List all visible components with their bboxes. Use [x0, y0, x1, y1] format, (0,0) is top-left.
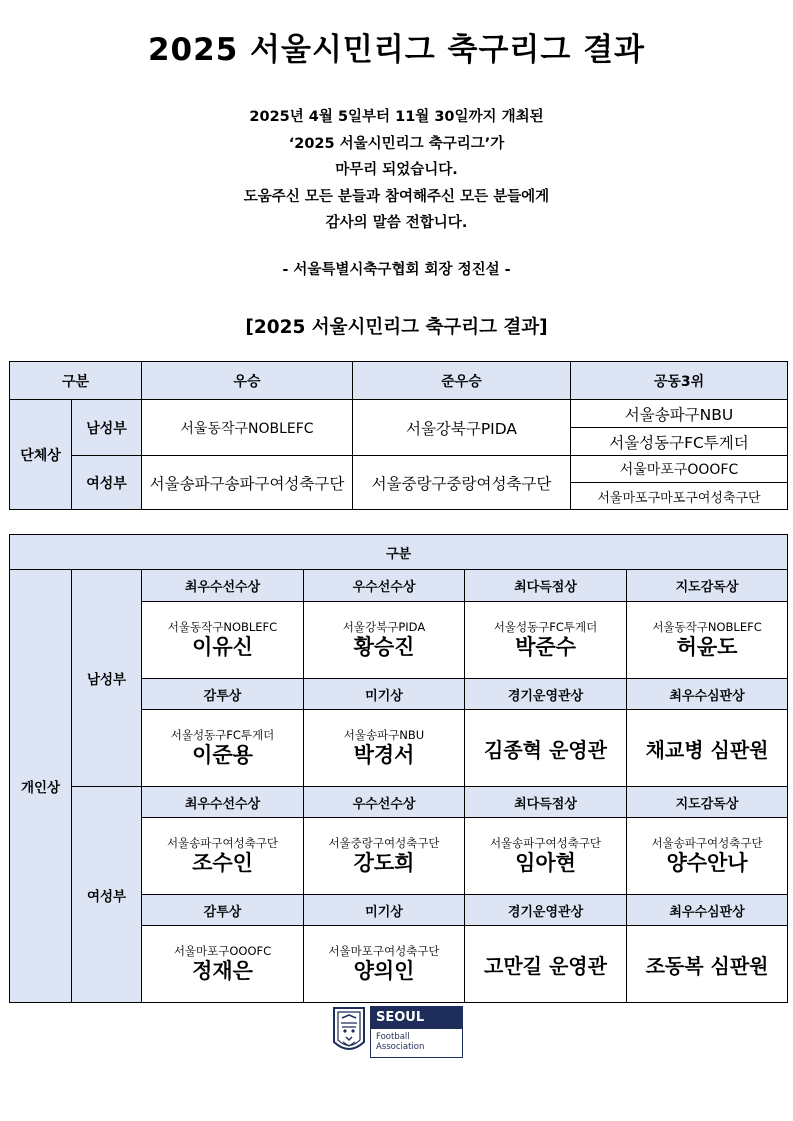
results-heading: [2025 서울시민리그 축구리그 결과] [245, 317, 548, 338]
winner-name: 양의인 [353, 959, 415, 983]
award-winner [627, 602, 788, 679]
women-second: 서울중랑구중랑여성축구단 [353, 456, 571, 510]
award-winner [304, 602, 465, 679]
winner-team: 서울중랑구여성축구단 [328, 836, 440, 850]
award-name: 최다득점상 [465, 570, 627, 602]
header-second: 준우승 [353, 362, 571, 400]
award-name: 최우수심판상 [627, 895, 788, 926]
award-name: 미기상 [304, 679, 465, 710]
tiger-emblem-icon [332, 1006, 366, 1058]
winner-name: 조수인 [192, 851, 253, 875]
award-name: 우수선수상 [304, 787, 465, 818]
header-third: 공동3위 [571, 362, 788, 400]
winner-name: 채교병 심판원 [645, 737, 769, 762]
award-name: 최우수심판상 [627, 679, 788, 710]
winner-name: 김종혁 운영관 [484, 737, 607, 762]
award-winner [142, 926, 304, 1003]
award-winner [304, 926, 465, 1003]
message-line: 감사의 말씀 전합니다. [325, 215, 468, 231]
award-winner [465, 818, 627, 895]
women-first: 서울송파구송파구여성축구단 [142, 456, 353, 510]
division-women: 여성부 [72, 456, 142, 510]
message-line: 2025년 4월 5일부터 11월 30일까지 개최된 [249, 109, 544, 125]
winner-team: 서울마포구여성축구단 [328, 944, 440, 958]
division-men: 남성부 [72, 400, 142, 456]
award-winner [142, 710, 304, 787]
award-winner [627, 926, 788, 1003]
award-name: 경기운영관상 [465, 895, 627, 926]
winner-name: 조동복 심판원 [645, 953, 769, 978]
winner-name: 양수안나 [666, 851, 748, 875]
seoul-football-association-logo [332, 1006, 463, 1058]
logo-wordmark [370, 1006, 463, 1058]
winner-name: 황승진 [353, 635, 415, 659]
women-third-2: 서울마포구마포구여성축구단 [571, 483, 788, 510]
men-third-1: 서울송파구NBU [571, 400, 788, 428]
winner-team: 서울송파구여성축구단 [166, 836, 279, 850]
winner-name: 이유신 [192, 635, 253, 659]
header-category: 구분 [10, 362, 142, 400]
greeting-message [0, 104, 793, 237]
award-winner [465, 602, 627, 679]
winner-team: 서울성동구FC투게더 [170, 728, 275, 742]
award-winner [465, 710, 627, 787]
group-label-individual: 개인상 [10, 570, 72, 1003]
winner-name: 허윤도 [676, 635, 738, 659]
winner-name: 박준수 [515, 635, 576, 659]
award-name: 경기운영관상 [465, 679, 627, 710]
message-line: ‘2025 서울시민리그 축구리그’가 [288, 135, 505, 152]
award-winner [304, 818, 465, 895]
winner-name: 박경서 [353, 743, 415, 767]
team-awards-table [9, 361, 788, 510]
award-name: 지도감독상 [627, 787, 788, 818]
individual-awards-table [9, 534, 788, 1003]
logo-seoul: SEOUL [371, 1007, 462, 1029]
award-name: 최우수선수상 [142, 570, 304, 602]
winner-team: 서울동작구NOBLEFC [167, 620, 278, 634]
women-third-1: 서울마포구OOOFC [571, 456, 788, 483]
award-name: 감투상 [142, 895, 304, 926]
award-winner [142, 602, 304, 679]
winner-team: 서울강북구PIDA [342, 620, 426, 634]
logo-football: Football [376, 1032, 410, 1042]
award-winner [465, 926, 627, 1003]
winner-team: 서울성동구FC투게더 [493, 620, 598, 634]
winner-name: 임아현 [515, 851, 576, 875]
signature: - 서울특별시축구협회 회장 정진설 - [282, 262, 511, 278]
header-category: 구분 [10, 535, 788, 570]
award-winner [304, 710, 465, 787]
winner-name: 고만길 운영관 [484, 953, 607, 978]
award-name: 감투상 [142, 679, 304, 710]
winner-name: 정재은 [192, 959, 253, 983]
award-name: 지도감독상 [627, 570, 788, 602]
winner-team: 서울송파구여성축구단 [651, 836, 763, 850]
award-winner [142, 818, 304, 895]
award-name: 미기상 [304, 895, 465, 926]
page-title: 2025 서울시민리그 축구리그 결과 [147, 32, 645, 68]
award-name: 최다득점상 [465, 787, 627, 818]
winner-team: 서울마포구OOOFC [173, 944, 272, 958]
men-second: 서울강북구PIDA [353, 400, 571, 456]
group-label-team: 단체상 [10, 400, 72, 510]
winner-name: 강도희 [353, 851, 415, 875]
winner-team: 서울동작구NOBLEFC [652, 620, 762, 634]
award-name: 우수선수상 [304, 570, 465, 602]
award-name: 최우수선수상 [142, 787, 304, 818]
winner-team: 서울송파구NBU [343, 728, 425, 742]
men-first: 서울동작구NOBLEFC [142, 400, 353, 456]
winner-team: 서울송파구여성축구단 [489, 836, 602, 850]
award-winner [627, 818, 788, 895]
division-men: 남성부 [72, 570, 142, 787]
message-line: 마무리 되었습니다. [335, 162, 458, 178]
message-line: 도움주신 모든 분들과 참여해주신 모든 분들에게 [243, 188, 550, 205]
header-first: 우승 [142, 362, 353, 400]
division-women: 여성부 [72, 787, 142, 1003]
logo-association: Association [376, 1042, 425, 1052]
award-winner [627, 710, 788, 787]
winner-name: 이준용 [192, 743, 253, 767]
men-third-2: 서울성동구FC투게더 [571, 428, 788, 456]
